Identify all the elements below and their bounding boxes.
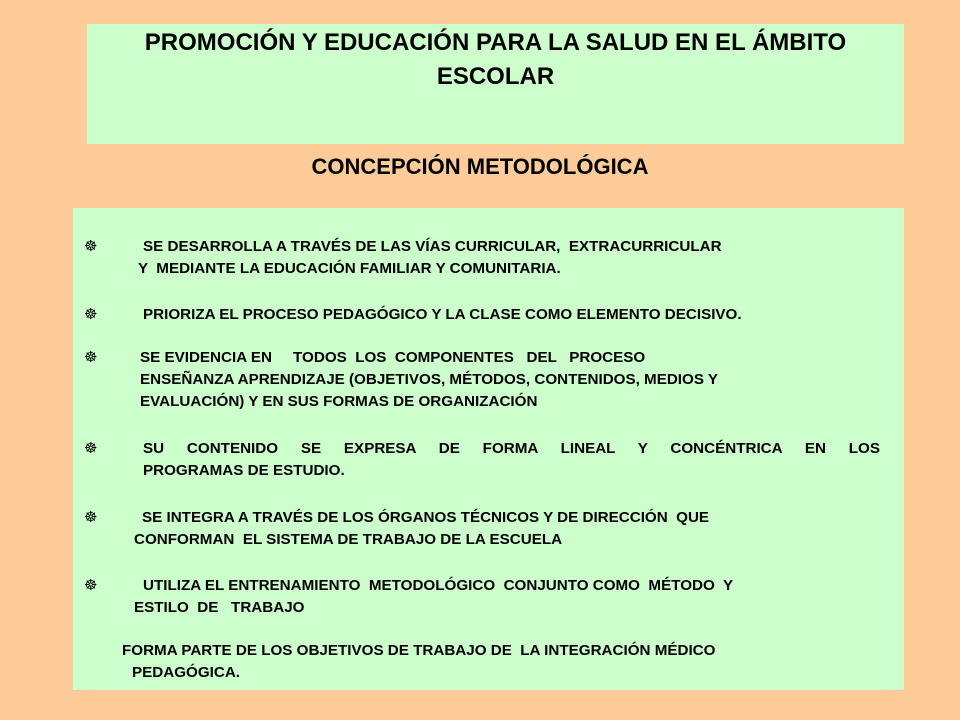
list-item-line: SE EVIDENCIA EN TODOS LOS COMPONENTES DEL PROCESO bbox=[140, 349, 646, 366]
bullet-icon: ☸ bbox=[84, 238, 98, 255]
bullet-icon: ☸ bbox=[84, 577, 98, 594]
list-item-line: PROGRAMAS DE ESTUDIO. bbox=[143, 462, 345, 479]
title-box bbox=[87, 24, 904, 144]
list-item-line: SE INTEGRA A TRAVÉS DE LOS ÓRGANOS TÉCNICOS Y DE DIRECCIÓN QUE bbox=[142, 509, 710, 526]
closing-paragraph bbox=[122, 640, 715, 684]
list-item bbox=[134, 507, 710, 551]
list-item-line: SE DESARROLLA A TRAVÉS DE LAS VÍAS CURRICULAR, EXTRACURRICULAR bbox=[143, 238, 722, 255]
bullet-icon: ☸ bbox=[84, 306, 98, 323]
list-item bbox=[134, 575, 734, 619]
slide-subtitle: CONCEPCIÓN METODOLÓGICA bbox=[311, 154, 649, 179]
list-item bbox=[143, 304, 742, 326]
list-item-line: PRIORIZA EL PROCESO PEDAGÓGICO Y LA CLASE COMO ELEMENTO DECISIVO. bbox=[143, 306, 742, 323]
list-item-line: Y MEDIANTE LA EDUCACIÓN FAMILIAR Y COMUNITARIA. bbox=[138, 260, 561, 277]
list-item bbox=[140, 347, 718, 413]
closing-line: PEDAGÓGICA. bbox=[132, 664, 241, 681]
bullet-icon: ☸ bbox=[84, 440, 98, 457]
bullet-icon: ☸ bbox=[84, 509, 98, 526]
slide-title: PROMOCIÓN Y EDUCACIÓN PARA LA SALUD EN EL ÁMBITO ESCOLAR bbox=[144, 29, 847, 90]
list-item bbox=[143, 438, 880, 482]
list-item-line: SU CONTENIDO SE EXPRESA DE FORMA LINEAL Y CONCÉNTRICA EN LOS bbox=[143, 440, 880, 457]
closing-line: FORMA PARTE DE LOS OBJETIVOS DE TRABAJO DE LA INTEGRACIÓN MÉDICO bbox=[122, 642, 716, 659]
list-item-line: EVALUACIÓN) Y EN SUS FORMAS DE ORGANIZACIÓN bbox=[140, 393, 538, 410]
list-item-line: CONFORMAN EL SISTEMA DE TRABAJO DE LA ESCUELA bbox=[134, 531, 563, 548]
list-item-line: ESTILO DE TRABAJO bbox=[134, 599, 305, 616]
list-item-line: UTILIZA EL ENTRENAMIENTO METODOLÓGICO CONJUNTO COMO MÉTODO Y bbox=[143, 577, 734, 594]
list-item-line: ENSEÑANZA APRENDIZAJE (OBJETIVOS, MÉTODOS, CONTENIDOS, MEDIOS Y bbox=[140, 371, 719, 388]
list-item bbox=[138, 236, 722, 280]
bullet-icon: ☸ bbox=[84, 349, 98, 366]
